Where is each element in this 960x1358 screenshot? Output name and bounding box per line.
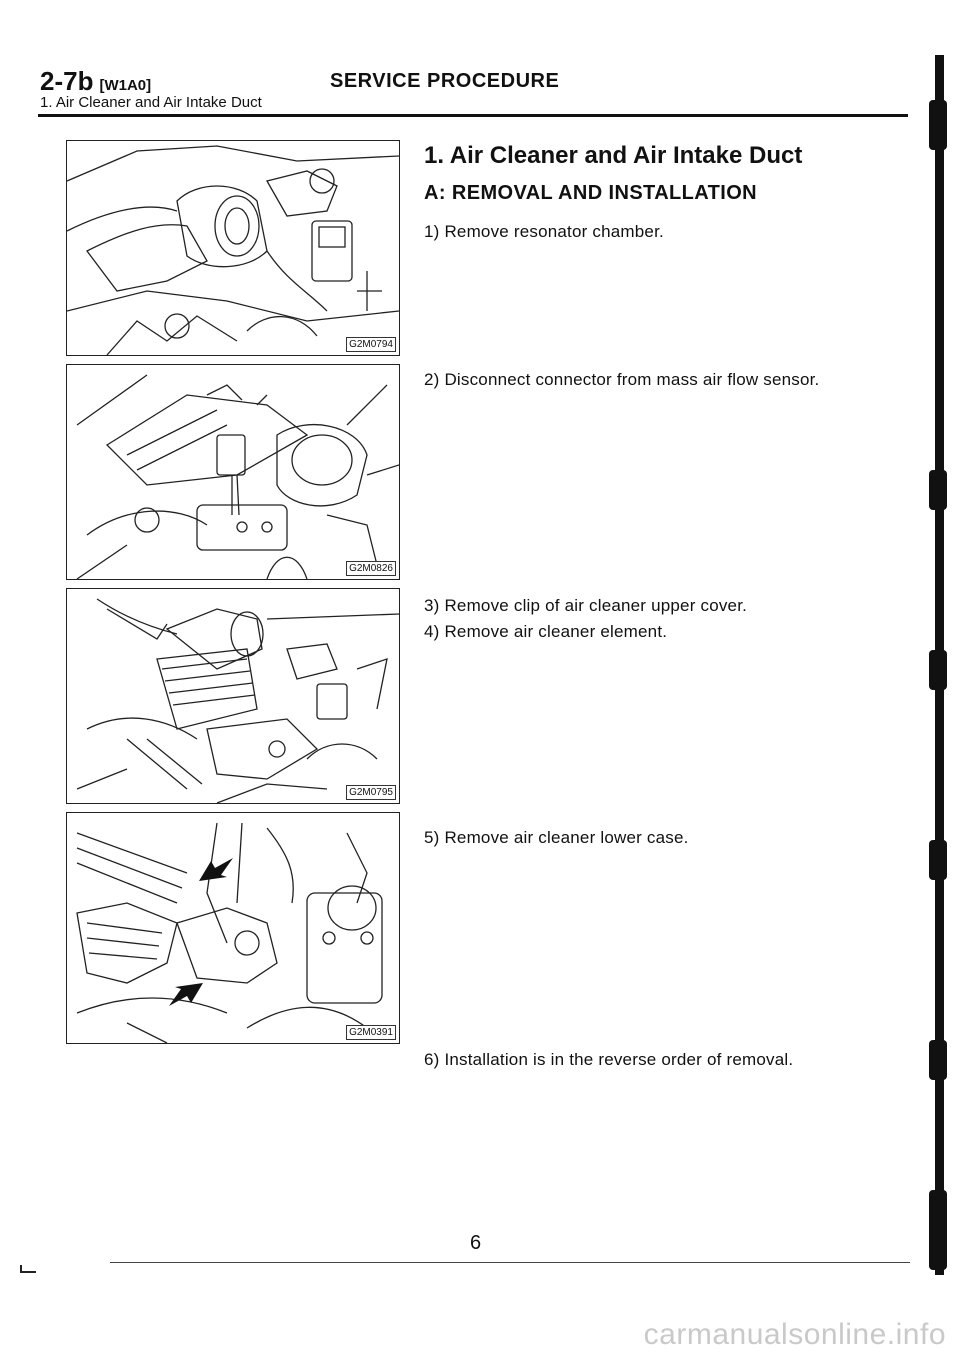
procedure-step: 1) Remove resonator chamber. bbox=[424, 222, 664, 241]
procedure-step: 6) Installation is in the reverse order of removal. bbox=[424, 1050, 794, 1069]
arrow-indicator-icon bbox=[167, 981, 205, 1009]
figure-1-illustration bbox=[66, 140, 400, 356]
page-edge-tab bbox=[929, 470, 947, 510]
procedure-step: 5) Remove air cleaner lower case. bbox=[424, 828, 689, 847]
page-edge-tab bbox=[929, 1190, 947, 1270]
subsection-title: A: REMOVAL AND INSTALLATION bbox=[424, 182, 757, 204]
figure-3-code: G2M0795 bbox=[346, 785, 396, 800]
procedure-step: 4) Remove air cleaner element. bbox=[424, 622, 668, 641]
watermark: carmanualsonline.info bbox=[643, 1318, 946, 1351]
procedure-step: 2) Disconnect connector from mass air flow sensor. bbox=[424, 370, 820, 389]
section-title: 1. Air Cleaner and Air Intake Duct bbox=[424, 142, 803, 169]
figure-1-code: G2M0794 bbox=[346, 337, 396, 352]
figure-4-code: G2M0391 bbox=[346, 1025, 396, 1040]
header-section-ref: [W1A0] bbox=[99, 77, 152, 94]
page-number: 6 bbox=[470, 1232, 482, 1254]
header-divider bbox=[38, 114, 908, 117]
figure-2-illustration bbox=[66, 364, 400, 580]
footer-divider bbox=[110, 1262, 910, 1263]
header-title: SERVICE PROCEDURE bbox=[330, 70, 560, 92]
arrow-indicator-icon bbox=[197, 855, 235, 883]
page-edge-tab bbox=[929, 840, 947, 880]
figure-4-illustration bbox=[66, 812, 400, 1044]
page-edge-tab bbox=[929, 650, 947, 690]
corner-mark bbox=[20, 1265, 36, 1273]
figure-2-code: G2M0826 bbox=[346, 561, 396, 576]
header-subtitle: 1. Air Cleaner and Air Intake Duct bbox=[40, 94, 262, 111]
figure-3-illustration bbox=[66, 588, 400, 804]
procedure-step: 3) Remove clip of air cleaner upper cover. bbox=[424, 596, 748, 615]
header-section-code: 2-7b [W1A0] bbox=[40, 66, 152, 96]
page-edge-tab bbox=[929, 1040, 947, 1080]
page-edge-tab bbox=[929, 100, 947, 150]
